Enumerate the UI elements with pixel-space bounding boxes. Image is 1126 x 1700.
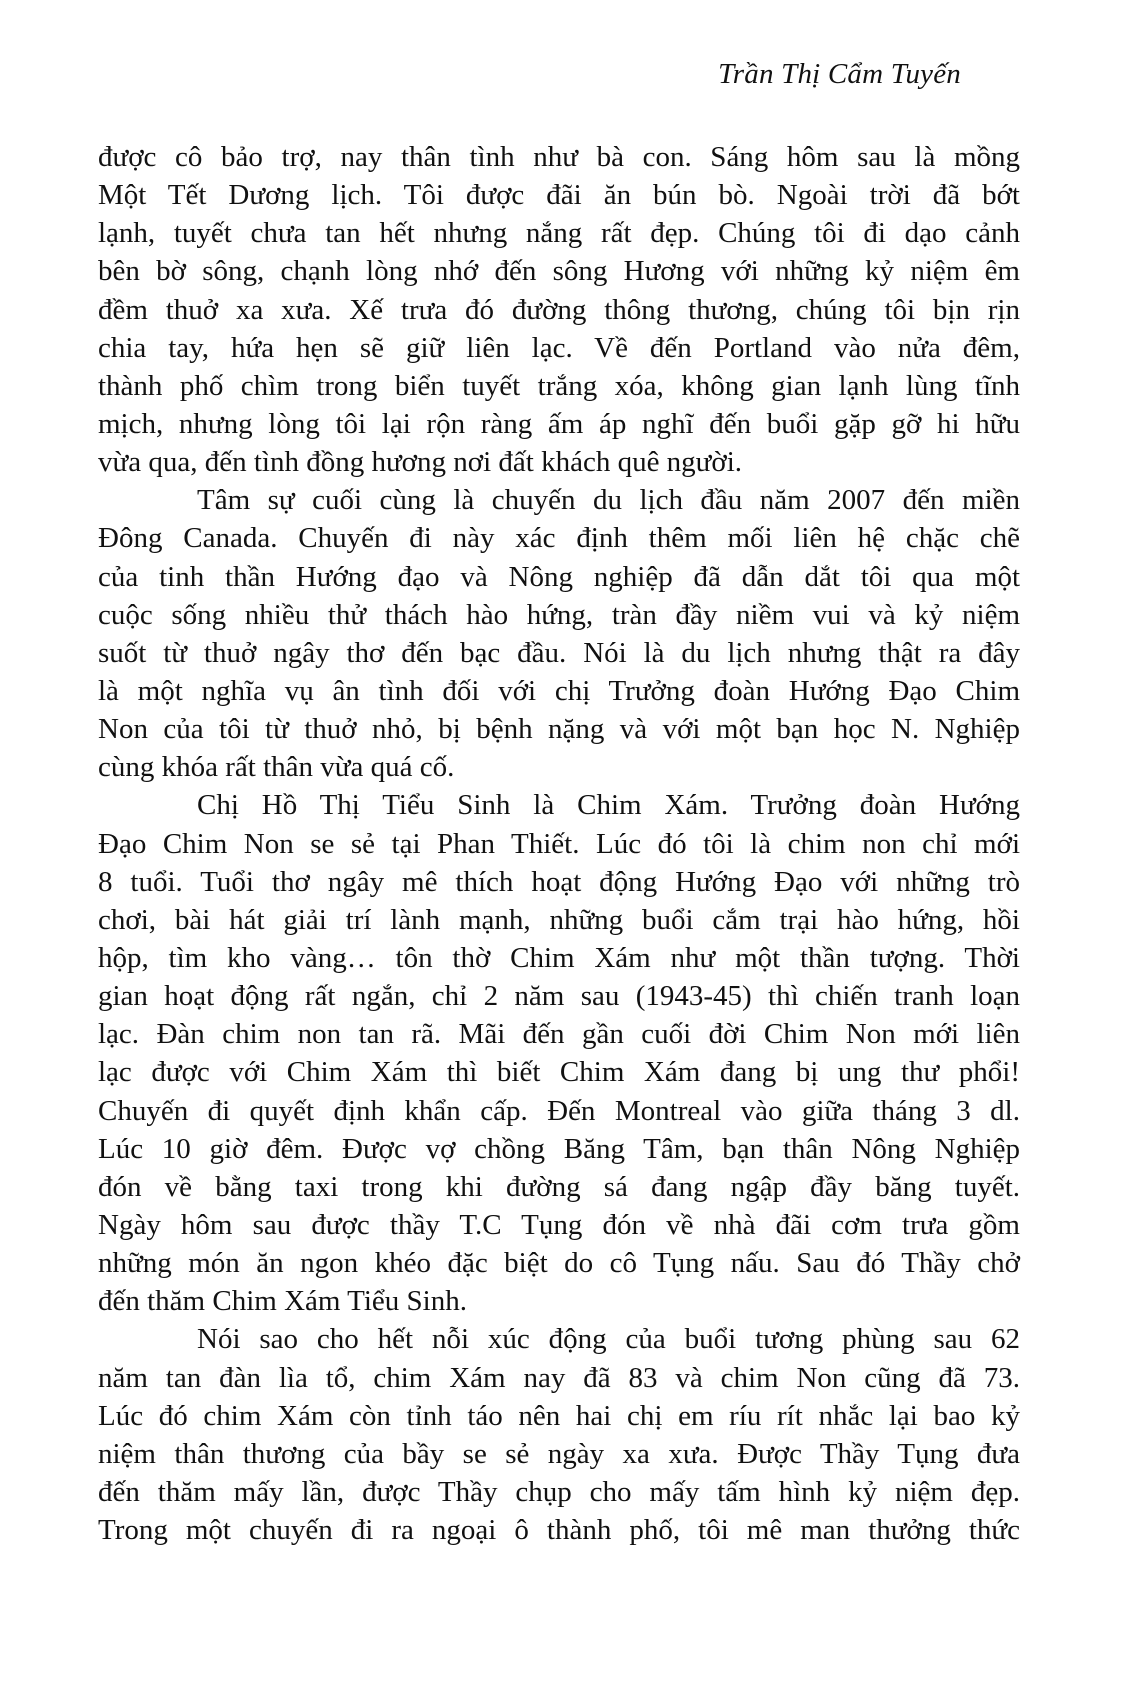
text-line: cuộc sống nhiều thử thách hào hứng, tràn đầy niềm vui và kỷ niệm	[98, 598, 1020, 631]
text-line: niệm thân thương của bầy se sẻ ngày xa xưa. Được Thầy Tụng đưa	[98, 1437, 1020, 1470]
text-line: đến thăm mấy lần, được Thầy chụp cho mấy tấm hình kỷ niệm đẹp.	[98, 1475, 1020, 1508]
text-line: Đông Canada. Chuyến đi này xác định thêm mối liên hệ chặc chẽ	[98, 522, 1020, 555]
text-line: Chuyến đi quyết định khẩn cấp. Đến Montreal vào giữa tháng 3 dl.	[98, 1094, 1020, 1127]
text-line: Tâm sự cuối cùng là chuyến du lịch đầu năm 2007 đến miền	[197, 484, 1020, 517]
text-line: những món ăn ngon khéo đặc biệt do cô Tụng nấu. Sau đó Thầy chở	[98, 1247, 1020, 1280]
text-line: Một Tết Dương lịch. Tôi được đãi ăn bún bò. Ngoài trời đã bớt	[98, 179, 1020, 212]
text-line: gian hoạt động rất ngắn, chỉ 2 năm sau (1943-45) thì chiến tranh loạn	[98, 980, 1020, 1013]
text-line: đón về bằng taxi trong khi đường sá đang ngập đầy băng tuyết.	[98, 1170, 1020, 1203]
text-line: suốt từ thuở ngây thơ đến bạc đầu. Nói là du lịch nhưng thật ra đây	[98, 636, 1020, 669]
text-line: đến thăm Chim Xám Tiểu Sinh.	[98, 1285, 467, 1318]
text-line: năm tan đàn lìa tổ, chim Xám nay đã 83 và chim Non cũng đã 73.	[98, 1361, 1020, 1394]
text-line: vừa qua, đến tình đồng hương nơi đất khách quê người.	[98, 446, 743, 479]
text-line: bên bờ sông, chạnh lòng nhớ đến sông Hương với những kỷ niệm êm	[98, 255, 1020, 288]
text-line: lạc. Đàn chim non tan rã. Mãi đến gần cuối đời Chim Non mới liên	[98, 1018, 1020, 1051]
text-line: của tinh thần Hướng đạo và Nông nghiệp đã dẫn dắt tôi qua một	[98, 560, 1020, 593]
running-header-author: Trần Thị Cẩm Tuyến	[718, 58, 961, 90]
body-text	[98, 138, 1020, 1549]
text-line: hộp, tìm kho vàng… tôn thờ Chim Xám như một thần tượng. Thời	[98, 941, 1020, 974]
text-line: Lúc 10 giờ đêm. Được vợ chồng Băng Tâm, bạn thân Nông Nghiệp	[98, 1132, 1020, 1165]
text-line: Chị Hồ Thị Tiểu Sinh là Chim Xám. Trưởng đoàn Hướng	[197, 789, 1020, 822]
text-line: Non của tôi từ thuở nhỏ, bị bệnh nặng và với một bạn học N. Nghiệp	[98, 713, 1020, 746]
text-line: lạc được với Chim Xám thì biết Chim Xám đang bị ung thư phổi!	[98, 1056, 1020, 1089]
text-line: là một nghĩa vụ ân tình đối với chị Trưởng đoàn Hướng Đạo Chim	[98, 674, 1020, 707]
text-line: Đạo Chim Non se sẻ tại Phan Thiết. Lúc đó tôi là chim non chỉ mới	[98, 827, 1020, 860]
text-line: cùng khóa rất thân vừa quá cố.	[98, 751, 455, 784]
text-line: đềm thuở xa xưa. Xế trưa đó đường thông thương, chúng tôi bịn rịn	[98, 293, 1020, 326]
text-line: Ngày hôm sau được thầy T.C Tụng đón về nhà đãi cơm trưa gồm	[98, 1208, 1020, 1241]
text-line: chia tay, hứa hẹn sẽ giữ liên lạc. Về đến Portland vào nửa đêm,	[98, 331, 1020, 364]
text-line: chơi, bài hát giải trí lành mạnh, những buổi cắm trại hào hứng, hồi	[98, 903, 1020, 936]
text-line: lạnh, tuyết chưa tan hết nhưng nắng rất đẹp. Chúng tôi đi dạo cảnh	[98, 217, 1020, 250]
text-line: Trong một chuyến đi ra ngoại ô thành phố, tôi mê man thưởng thức	[98, 1514, 1020, 1547]
text-line: Nói sao cho hết nỗi xúc động của buổi tương phùng sau 62	[197, 1323, 1020, 1356]
text-line: thành phố chìm trong biển tuyết trắng xóa, không gian lạnh lùng tĩnh	[98, 369, 1020, 402]
text-line: Lúc đó chim Xám còn tỉnh táo nên hai chị em ríu rít nhắc lại bao kỷ	[98, 1399, 1020, 1432]
text-line: được cô bảo trợ, nay thân tình như bà con. Sáng hôm sau là mồng	[98, 141, 1020, 173]
text-line: 8 tuổi. Tuổi thơ ngây mê thích hoạt động Hướng Đạo với những trò	[98, 865, 1020, 898]
text-line: mịch, nhưng lòng tôi lại rộn ràng ấm áp nghĩ đến buổi gặp gỡ hi hữu	[98, 407, 1020, 440]
